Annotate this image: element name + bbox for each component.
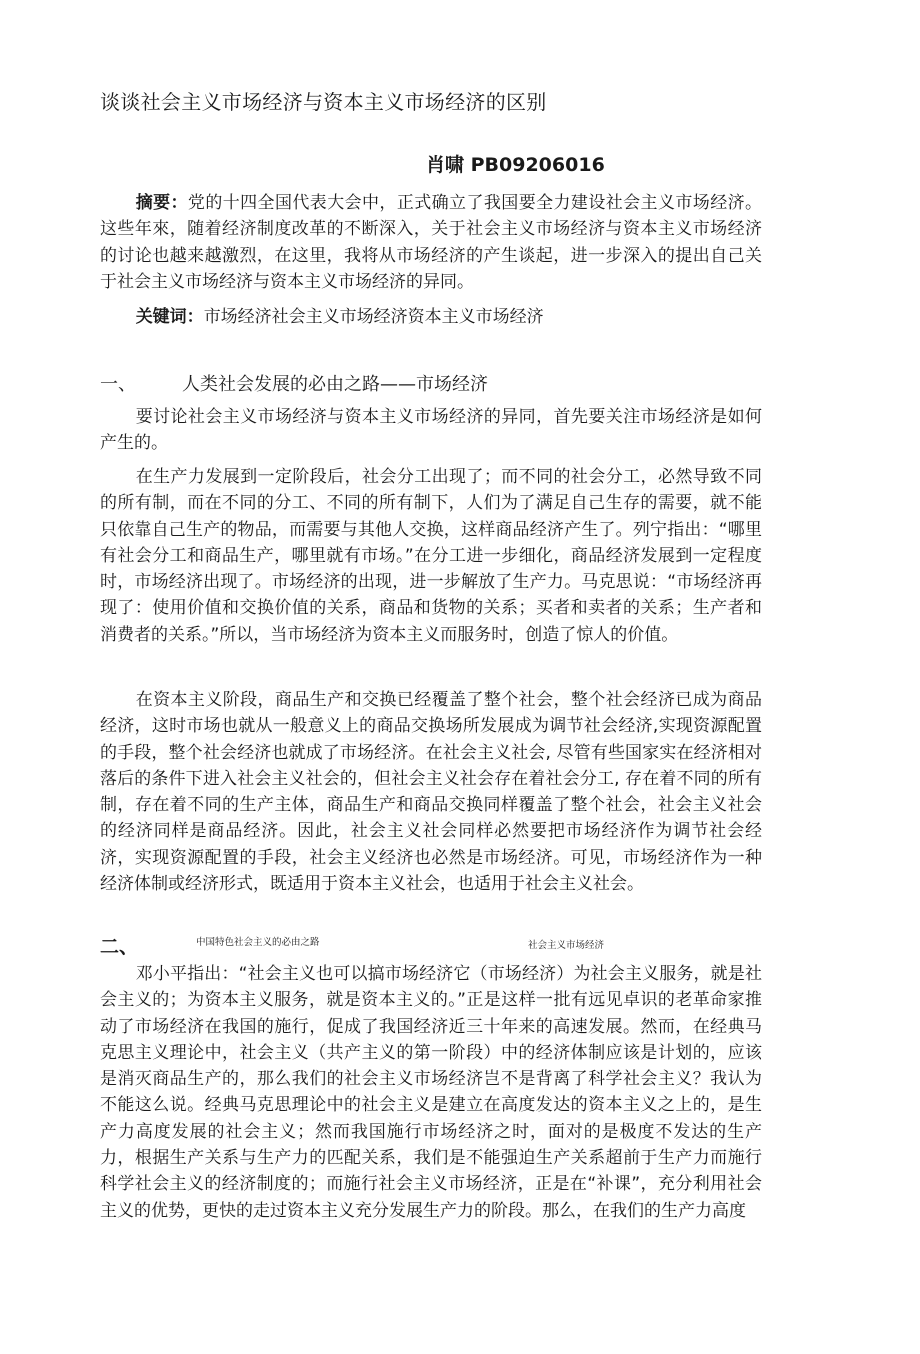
document-title: 谈谈社会主义市场经济与资本主义市场经济的区别: [100, 90, 547, 114]
keywords-label: 关键词：: [135, 307, 204, 327]
section-1-title: 人类社会发展的必由之路——市场经济: [182, 374, 488, 395]
section-2-heading: [100, 932, 762, 962]
author-line: 肖啸 PB09206016: [426, 154, 605, 176]
section-2-paragraph: 邓小平指出：“社会主义也可以搞市场经济它（市场经济）为社会主义服务，就是社会主义的；为资本主义服务，就是资本主义的。”正是这样一批有远见卓识的老革命家推动了市场经济在我国的施行，促成了我国经济近三十年来的高速发展。然而，在经典马克思主义理论中，社会主义（共产主义的第一阶段）中的经济体制应该是计划的，应该是消灭商品生产的，那么我们的社会主义市场经济岂不是背离了科学社会主义？我认为不能这么说。经典马克思理论中的社会主义是建立在高度发达的资本主义之上的，是生产力高度发展的社会主义；然而我国施行市场经济之时，面对的是极度不发达的生产力，根据生产关系与生产力的匹配关系，我们是不能强迫生产关系超前于生产力而施行科学社会主义的经济制度的；而施行社会主义市场经济，正是在“补课”，充分利用社会主义的优势，更快的走过资本主义充分发展生产力的阶段。那么，在我们的生产力高度: [100, 964, 762, 1221]
section-1-paragraph: 在资本主义阶段，商品生产和交换已经覆盖了整个社会，整个社会经济已成为商品经济，这时市场也就从一般意义上的商品交换场所发展成为调节社会经济,实现资源配置的手段，整个社会经济也就成了市场经济。在社会主义社会, 尽管有些国家实在经济相对落后的条件下进入社会主义社会的，但社会主义社会存在着社会分工, 存在着不同的所有制，存在着不同的生产主体，商品生产和商品交换同样覆盖了整个社会，社会主义社会的经济同样是商品经济。因此，社会主义社会同样必然要把市场经济作为调节社会经济，实现资源配置的手段，社会主义经济也必然是市场经济。可见，市场经济作为一种经济体制或经济形式，既适用于资本主义社会，也适用于社会主义社会。: [100, 690, 762, 895]
keywords-paragraph: [100, 304, 762, 330]
keywords-text: 市场经济社会主义市场经济资本主义市场经济: [203, 307, 544, 327]
section-1-paragraph: 在生产力发展到一定阶段后，社会分工出现了；而不同的社会分工，必然导致不同的所有制，而在不同的分工、不同的所有制下，人们为了满足自己生存的需要，就不能只依靠自己生产的物品，而需要与其他人交换，这样商品经济产生了。列宁指出：“哪里有社会分工和商品生产，哪里就有市场。”在分工进一步细化，商品经济发展到一定程度时，市场经济出现了。市场经济的出现，进一步解放了生产力。马克思说：“市场经济再现了：使用价值和交换价值的关系，商品和货物的关系；买者和卖者的关系；生产者和消费者的关系。”所以，当市场经济为资本主义而服务时，创造了惊人的价值。: [100, 467, 762, 645]
section-1-heading: [100, 370, 762, 396]
abstract-label: 摘要：: [135, 193, 188, 213]
abstract-text: 党的十四全国代表大会中，正式确立了我国要全力建设社会主义市场经济。这些年來，随着经济制度改革的不断深入，关于社会主义市场经济与资本主义市场经济的讨论也越来越激烈，在这里，我将从市场经济的产生谈起，进一步深入的提出自己关于社会主义市场经济与资本主义市场经济的异同。: [100, 193, 763, 292]
section-2-subtitle-left: 中国特色社会主义的必由之路: [196, 937, 320, 948]
section-1-number: 一、: [100, 374, 136, 395]
abstract-paragraph: [100, 190, 762, 295]
section-2-subtitle-right: 社会主义市场经济: [528, 940, 605, 951]
section-1-paragraph: 要讨论社会主义市场经济与资本主义市场经济的异同，首先要关注市场经济是如何产生的。: [100, 407, 762, 454]
section-2-number: 二、: [100, 936, 139, 958]
